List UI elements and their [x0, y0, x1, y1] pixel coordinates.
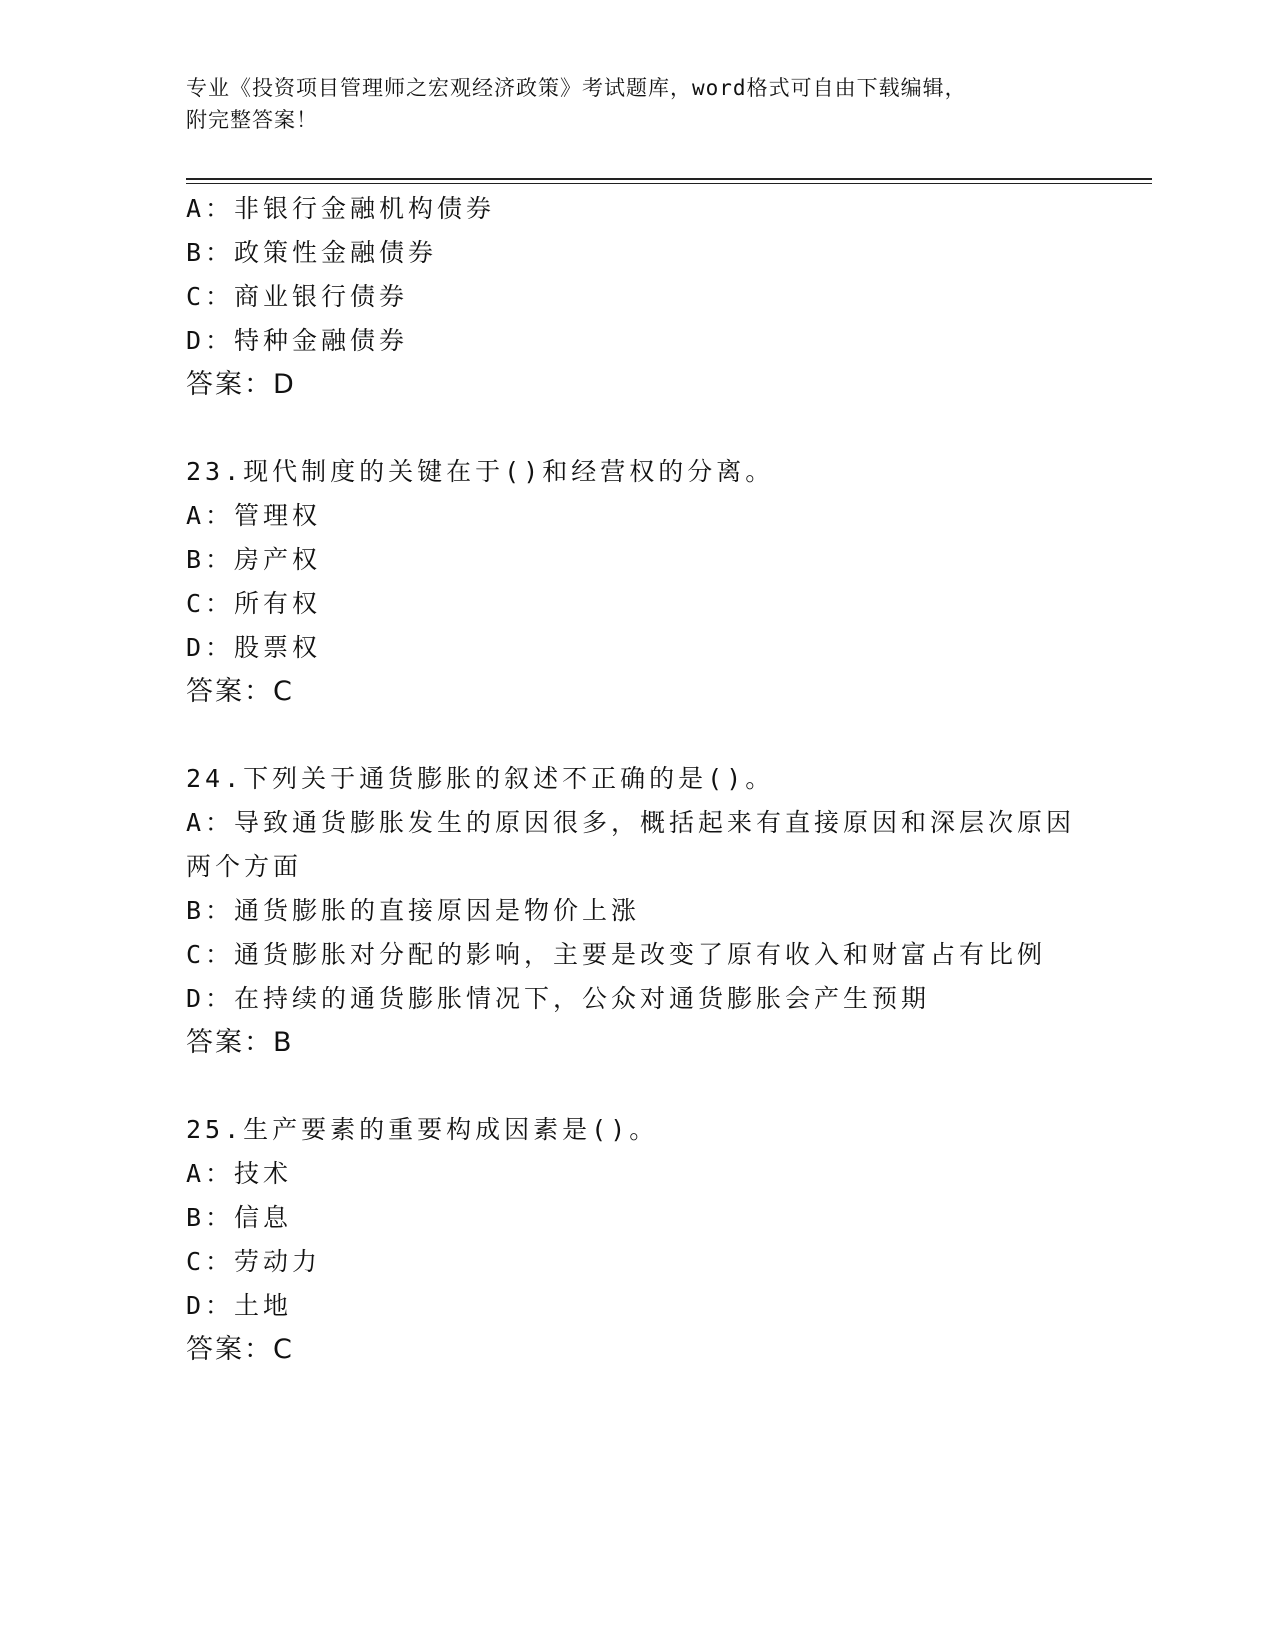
- q24-option-a: A：导致通货膨胀发生的原因很多，概括起来有直接原因和深层次原因: [186, 808, 1076, 837]
- q24-option-a-continued: 两个方面: [186, 852, 303, 881]
- header-line-1: 专业《投资项目管理师之宏观经济政策》考试题库，word格式可自由下载编辑，: [186, 76, 967, 100]
- q23-option-b: B：房产权: [186, 545, 322, 574]
- q24-option-b: B：通货膨胀的直接原因是物价上涨: [186, 896, 641, 925]
- q25-option-a: A：技术: [186, 1159, 293, 1188]
- q25-option-c: C：劳动力: [186, 1247, 322, 1276]
- q25-option-b: B：信息: [186, 1203, 293, 1232]
- q25-answer: 答案：C: [186, 1334, 294, 1365]
- q22-answer: 答案：D: [186, 369, 296, 400]
- q23-option-a: A：管理权: [186, 501, 322, 530]
- q24-question: 24.下列关于通货膨胀的叙述不正确的是()。: [186, 764, 775, 793]
- q22-option-d: D：特种金融债券: [186, 326, 409, 355]
- q22-option-b: B：政策性金融债券: [186, 238, 438, 267]
- header-divider-thick: [186, 178, 1152, 180]
- header-divider-thin: [186, 183, 1152, 184]
- q23-option-c: C：所有权: [186, 589, 322, 618]
- q24-option-d: D：在持续的通货膨胀情况下，公众对通货膨胀会产生预期: [186, 984, 931, 1013]
- q23-question: 23.现代制度的关键在于()和经营权的分离。: [186, 457, 775, 486]
- header-line-2: 附完整答案！: [186, 108, 318, 132]
- q23-option-d: D：股票权: [186, 633, 322, 662]
- document-header: [186, 72, 1086, 136]
- q23-answer: 答案：C: [186, 676, 294, 707]
- q24-answer: 答案：B: [186, 1027, 294, 1058]
- q25-question: 25.生产要素的重要构成因素是()。: [186, 1115, 659, 1144]
- q22-option-a: A：非银行金融机构债券: [186, 194, 496, 223]
- q22-option-c: C：商业银行债券: [186, 282, 409, 311]
- q25-option-d: D：土地: [186, 1291, 293, 1320]
- q24-option-c: C：通货膨胀对分配的影响，主要是改变了原有收入和财富占有比例: [186, 940, 1047, 969]
